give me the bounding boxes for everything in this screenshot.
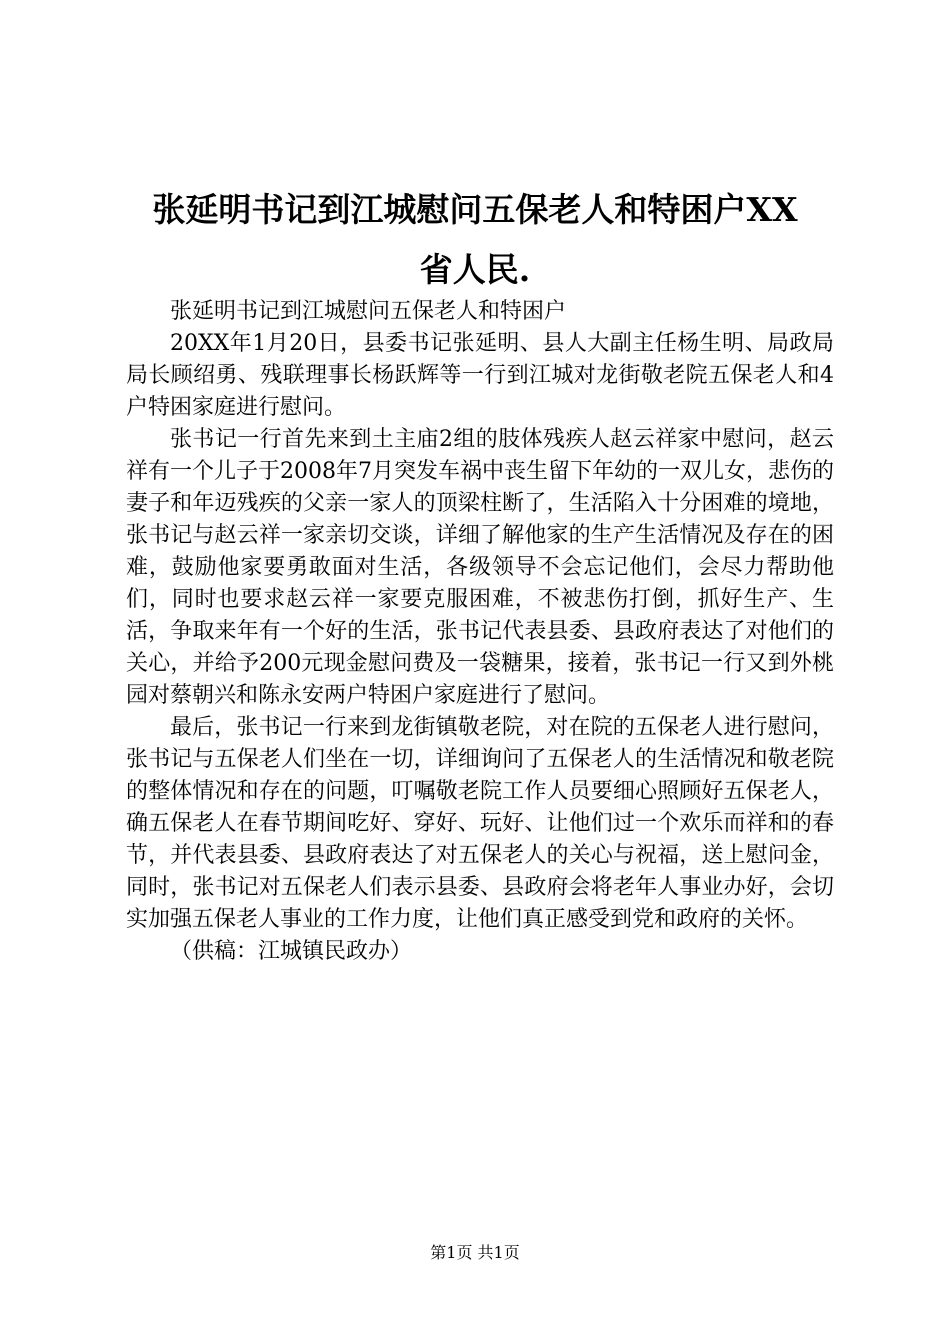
page-footer: 第1页 共1页 <box>430 1243 520 1262</box>
document-title <box>100 180 850 300</box>
paragraph-3: 最后，张书记一行来到龙街镇敬老院，对在院的五保老人进行慰问，张书记与五保老人们坐在一切，详细询问了五保老人的生活情况和敬老院的整体情况和存在的问题，叮嘱敬老院工作人员要细心照顾好五保老人，确五保老人在春节期间吃好、穿好、玩好、让他们过一个欢乐而祥和的春节，并代表县委、县政府表达了对五保老人的关心与祝福，送上慰问金，同时，张书记对五保老人们表示县委、县政府会将老年人事业办好，会切实加强五保老人事业的工作力度，让他们真正感受到党和政府的关怀。 <box>126 715 834 932</box>
document-body <box>126 296 834 968</box>
title-line-2: 省人民. <box>419 250 531 289</box>
title-line-1: 张延明书记到江城慰问五保老人和特困户XX <box>152 190 798 229</box>
source-credit: （供稿：江城镇民政办） <box>170 939 413 964</box>
paragraph-1: 20XX年1月20日，县委书记张延明、县人大副主任杨生明、局政局局长顾绍勇、残联理事长杨跃辉等一行到江城对龙街敬老院五保老人和4户特困家庭进行慰问。 <box>126 331 834 420</box>
document-subtitle: 张延明书记到江城慰问五保老人和特困户 <box>170 299 567 324</box>
paragraph-2: 张书记一行首先来到土主庙2组的肢体残疾人赵云祥家中慰问，赵云祥有一个儿子于2008年7月突发车祸中丧生留下年幼的一双儿女，悲伤的妻子和年迈残疾的父亲一家人的顶梁柱断了，生活陷入十分困难的境地，张书记与赵云祥一家亲切交谈，详细了解他家的生产生活情况及存在的困难，鼓励他家要勇敢面对生活，各级领导不会忘记他们，会尽力帮助他们，同时也要求赵云祥一家要克服困难，不被悲伤打倒，抓好生产、生活，争取来年有一个好的生活，张书记代表县委、县政府表达了对他们的关心，并给予200元现金慰问费及一袋糖果，接着，张书记一行又到外桃园对蔡朝兴和陈永安两户特困户家庭进行了慰问。 <box>126 427 834 708</box>
